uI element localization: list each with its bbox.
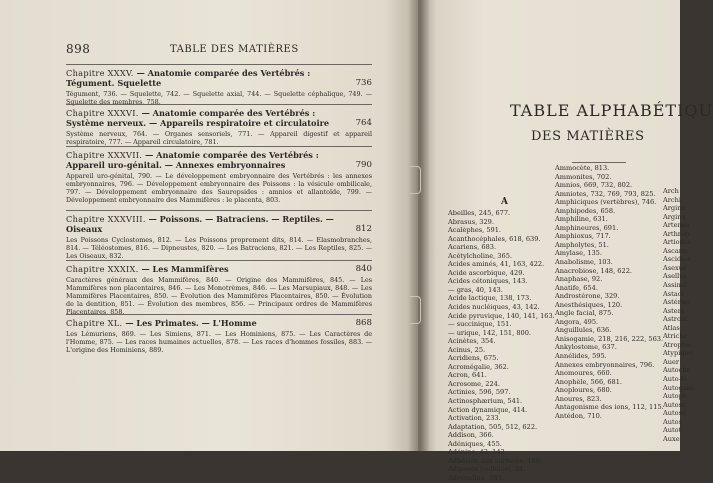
index-entry: Abeilles, 245, 677.: [448, 209, 511, 217]
chapter-heading: [66, 108, 372, 128]
chapter-title: — Poissons. — Batraciens. — Reptiles. — Oiseaux: [66, 214, 334, 234]
index-subtitle: DES MATIÈRES: [531, 129, 645, 144]
index-entry: Acides aminés, 41, 163, 422.: [448, 260, 545, 269]
index-entry: Ascidies: [663, 255, 691, 264]
index-entry: Anabolisme, 103.: [555, 258, 613, 267]
page-number: 898: [66, 42, 91, 56]
index-entry: Arch: [663, 187, 679, 195]
index-column-1: [448, 209, 555, 483]
chapter-summary: Appareil uro-génital, 790. — Le développement embryonnaire des Vertébrés : les annexes embryonnaires, 796. — Développement embryonnaire des Poissons : la vésicule ombilicale, 797. — Développement embryonnaire des Sauropsides : amnios et allantoïde, 799. — Développement embryonnaire des Mammifères : le placenta, 803.: [66, 172, 372, 204]
index-entry: Acinus, 25.: [448, 345, 486, 354]
index-entry: Acide lactique, 138, 173.: [448, 294, 532, 303]
chapter-heading: [66, 318, 372, 328]
index-entry: Argina: [663, 212, 686, 221]
index-column-3: [663, 187, 693, 443]
index-entry: — gras, 40, 143.: [448, 285, 503, 294]
index-entry: — urique, 142, 151, 800.: [448, 328, 531, 337]
index-entry: Artemia: [663, 221, 690, 230]
running-title: TABLE DES MATIÈRES: [170, 44, 299, 55]
chapter-entry: [66, 68, 372, 106]
chapter-label: Chapitre XXXVIII.: [66, 214, 149, 224]
index-entry: Ammonites, 702.: [555, 172, 612, 181]
chapter-summary: Tégument, 736. — Squelette, 742. — Squelette axial, 744. — Squelette céphalique, 749. — Squelette des membres, 758.: [66, 90, 372, 106]
index-entry: Acalèphes, 591.: [448, 226, 502, 235]
index-entry: Asexué: [663, 263, 687, 272]
section-letter: A: [501, 197, 508, 207]
title-rule: [572, 162, 626, 163]
right-page: [418, 0, 713, 482]
index-entry: Adéniques, 455.: [448, 439, 502, 448]
index-entry: Ampholytes, 51.: [555, 240, 609, 249]
index-entry: Amphioxus, 717.: [555, 232, 611, 241]
index-entry: Annélides, 595.: [555, 352, 607, 361]
index-entry: Amnios, 669, 732, 802.: [555, 181, 633, 190]
index-entry: Angle facial, 875.: [555, 309, 614, 318]
chapter-page-number: 764: [355, 118, 372, 128]
chapter-entry: [66, 264, 372, 316]
index-entry: Atriche: [663, 332, 688, 341]
chapter-rule: [66, 314, 372, 315]
index-entry: Ammocète, 813.: [555, 164, 610, 172]
index-entry: Amphiline, 631.: [555, 215, 608, 224]
index-entry: Autoph: [663, 392, 688, 401]
chapter-entry: [66, 108, 372, 146]
chapter-rule: [66, 104, 372, 105]
book-gutter: [408, 0, 430, 451]
index-entry: Amniotes, 732, 769, 793, 825.: [555, 189, 656, 198]
index-entry: Abrasus, 329.: [448, 217, 494, 226]
index-entry: Acides nucléiques, 43, 142.: [448, 303, 540, 312]
index-entry: Anoures, 823.: [555, 394, 602, 403]
index-entry: Acide pyruvique, 140, 141, 163.: [448, 311, 555, 320]
index-entry: Anaphase, 92.: [555, 275, 603, 284]
index-entry: Autot: [663, 426, 682, 435]
chapter-page-number: 790: [355, 160, 372, 170]
chapter-rule: [66, 210, 372, 211]
index-entry: Artiodac: [663, 238, 692, 247]
chapter-heading: [66, 68, 372, 88]
chapter-summary: Caractères généraux des Mammifères, 840. — Origine des Mammifères, 845. — Les Mammifères non placentaires, 846. — Les Monotrèmes, 846. — Les Marsupiaux, 848. — Les Mammifères Placentaires, 850. — Évolution des Mammifères Placentaires, 850. — Évolution de la dentition, 851. — Évolution des membres, 856. — Principaux ordres de Mammifères Placentaires, 858.: [66, 276, 372, 316]
chapter-summary: Les Lémuriens, 869. — Les Simiens, 871. — Les Hominiens, 875. — Les Caractères de l'Homme, 875. — Les races humaines actuelles, 878. — Les races d'hommes fossiles, 883. — L'origine des Hominiens, 889.: [66, 330, 372, 354]
index-entry: Adrénaline, 363.: [448, 473, 504, 482]
index-entry: Archi: [663, 195, 681, 204]
chapter-entry: [66, 214, 372, 260]
chapter-rule: [66, 64, 372, 65]
index-entry: Astéries: [663, 298, 691, 307]
index-entry: Atypique: [663, 349, 693, 358]
chapter-heading: [66, 150, 372, 170]
index-entry: Actinosphærium, 541.: [448, 397, 523, 406]
index-entry: Angora, 495.: [555, 317, 599, 326]
chapter-label: Chapitre XXXV.: [66, 68, 137, 78]
index-entry: Argina: [663, 204, 686, 213]
index-entry: Autochr: [663, 366, 690, 375]
index-entry: Adiposes (cellules), 24.: [448, 465, 526, 474]
index-entry: Acanthocéphales, 618, 639.: [448, 234, 541, 243]
index-entry: Acétylcholine, 365.: [448, 251, 512, 260]
chapter-entry: [66, 150, 372, 204]
index-entry: Antédon, 710.: [555, 411, 602, 420]
chapter-title: — Anatomie comparée des Vertébrés : Tégument. Squelette: [66, 68, 311, 88]
index-entry: Anguillules, 636.: [555, 326, 612, 335]
index-entry: Auer: [663, 357, 680, 366]
index-entry: Acrosome, 224.: [448, 379, 500, 388]
index-entry: Ascaris: [663, 246, 688, 255]
chapter-title: — Anatomie comparée des Vertébrés : Appareil uro-génital. — Annexes embryonnaires: [66, 150, 319, 170]
chapter-summary: Système nerveux, 764. — Organes sensoriels, 771. — Appareil digestif et appareil respiratoire, 777. — Appareil circulatoire, 781.: [66, 130, 372, 146]
index-entry: Anesthésiques, 120.: [555, 300, 623, 309]
index-entry: Activation, 233.: [448, 414, 501, 423]
index-entry: Anomoures, 660.: [555, 369, 612, 378]
chapter-heading: [66, 214, 372, 234]
index-entry: Ankylostome, 637.: [555, 343, 617, 352]
index-entry: Acridiens, 675.: [448, 354, 499, 363]
index-entry: Actinies, 596, 597.: [448, 388, 511, 397]
chapter-page-number: 840: [355, 264, 372, 274]
index-entry: Adhésion aux surfaces, 189.: [448, 456, 542, 465]
chapter-rule: [66, 146, 372, 147]
chapter-page-number: 812: [355, 224, 372, 234]
index-entry: Acariens, 683.: [448, 243, 497, 252]
index-entry: Addison, 366.: [448, 431, 494, 440]
index-entry: Auxe: [663, 434, 680, 443]
index-entry: Acinètes, 354.: [448, 337, 496, 346]
index-entry: Anophèle, 566, 681.: [555, 377, 623, 386]
index-entry: Astaci: [663, 289, 684, 298]
index-entry: Autoso: [663, 409, 686, 418]
index-entry: Anacrobiose, 148, 622.: [555, 266, 632, 275]
chapter-title: — Les Mammifères: [141, 264, 229, 274]
index-entry: — succinique, 151.: [448, 320, 512, 329]
index-entry: Action dynamique, 414.: [448, 405, 528, 414]
index-entry: Amylase, 135.: [555, 249, 602, 258]
chapter-title: — Anatomie comparée des Vertébrés : Système nerveux. — Appareils respiratoire et circulatoire: [66, 108, 330, 128]
index-entry: Autos: [663, 417, 683, 426]
index-entry: Acron, 641.: [448, 371, 487, 380]
index-entry: Arthrop: [663, 229, 690, 238]
index-entry: Asellus: [663, 272, 687, 281]
index-entry: Atlas: [663, 323, 680, 332]
binding-stitch: [410, 166, 421, 194]
index-entry: Amphiciques (vertèbres), 746.: [555, 198, 657, 207]
chapter-entry: [66, 318, 372, 354]
index-entry: Anoploures, 680.: [555, 386, 612, 395]
index-entry: Astrosc: [663, 315, 688, 324]
chapter-summary: Les Poissons Cyclostomes, 812. — Les Poissons proprement dits, 814. — Elasmobranches, 814. — Téléostomes, 816. — Dipneustes, 820. — Les Batraciens, 821. — Les Reptiles, 825. — Les Oiseaux, 832.: [66, 236, 372, 260]
index-entry: Adaptation, 505, 512, 622.: [448, 422, 538, 431]
chapter-label: Chapitre XXXVII.: [66, 150, 146, 160]
index-column-2: [555, 164, 664, 420]
index-entry: Acide ascorbique, 429.: [448, 268, 525, 277]
chapter-heading: [66, 264, 372, 274]
chapter-label: Chapitre XXXIX.: [66, 264, 142, 274]
chapter-title: — Les Primates. — L'Homme: [125, 318, 257, 328]
index-entry: Autogam: [663, 383, 694, 392]
index-entry: Adénine, 43, 142.: [448, 448, 507, 457]
chapter-page-number: 868: [355, 318, 372, 328]
chapter-label: Chapitre XL.: [66, 318, 126, 328]
index-entry: Assimil: [663, 281, 688, 290]
index-entry: Acides cétoniques, 143.: [448, 277, 528, 286]
index-entry: Annexes embryonnaires, 796.: [555, 360, 655, 369]
chapter-page-number: 736: [355, 78, 372, 88]
index-entry: Atropine: [663, 340, 692, 349]
index-entry: Anatife, 654.: [555, 283, 598, 292]
index-entry: Acromégalie, 362.: [448, 362, 509, 371]
index-entry: Amphipodes, 658.: [555, 206, 616, 215]
index-entry: Amphineures, 691.: [555, 223, 619, 232]
index-entry: Antagonisme des ions, 112, 115.: [555, 403, 664, 412]
index-entry: Autosc: [663, 400, 686, 409]
binding-stitch: [410, 296, 421, 324]
index-entry: Auto-fé: [663, 375, 688, 384]
index-entry: Androstérone, 329.: [555, 292, 620, 301]
index-entry: Asters: [663, 306, 685, 315]
index-entry: Anisogamie, 218, 216, 222, 563.: [555, 334, 664, 343]
chapter-rule: [66, 260, 372, 261]
chapter-label: Chapitre XXXVI.: [66, 108, 142, 118]
index-title: TABLE ALPHABÉTIQU: [510, 101, 713, 120]
